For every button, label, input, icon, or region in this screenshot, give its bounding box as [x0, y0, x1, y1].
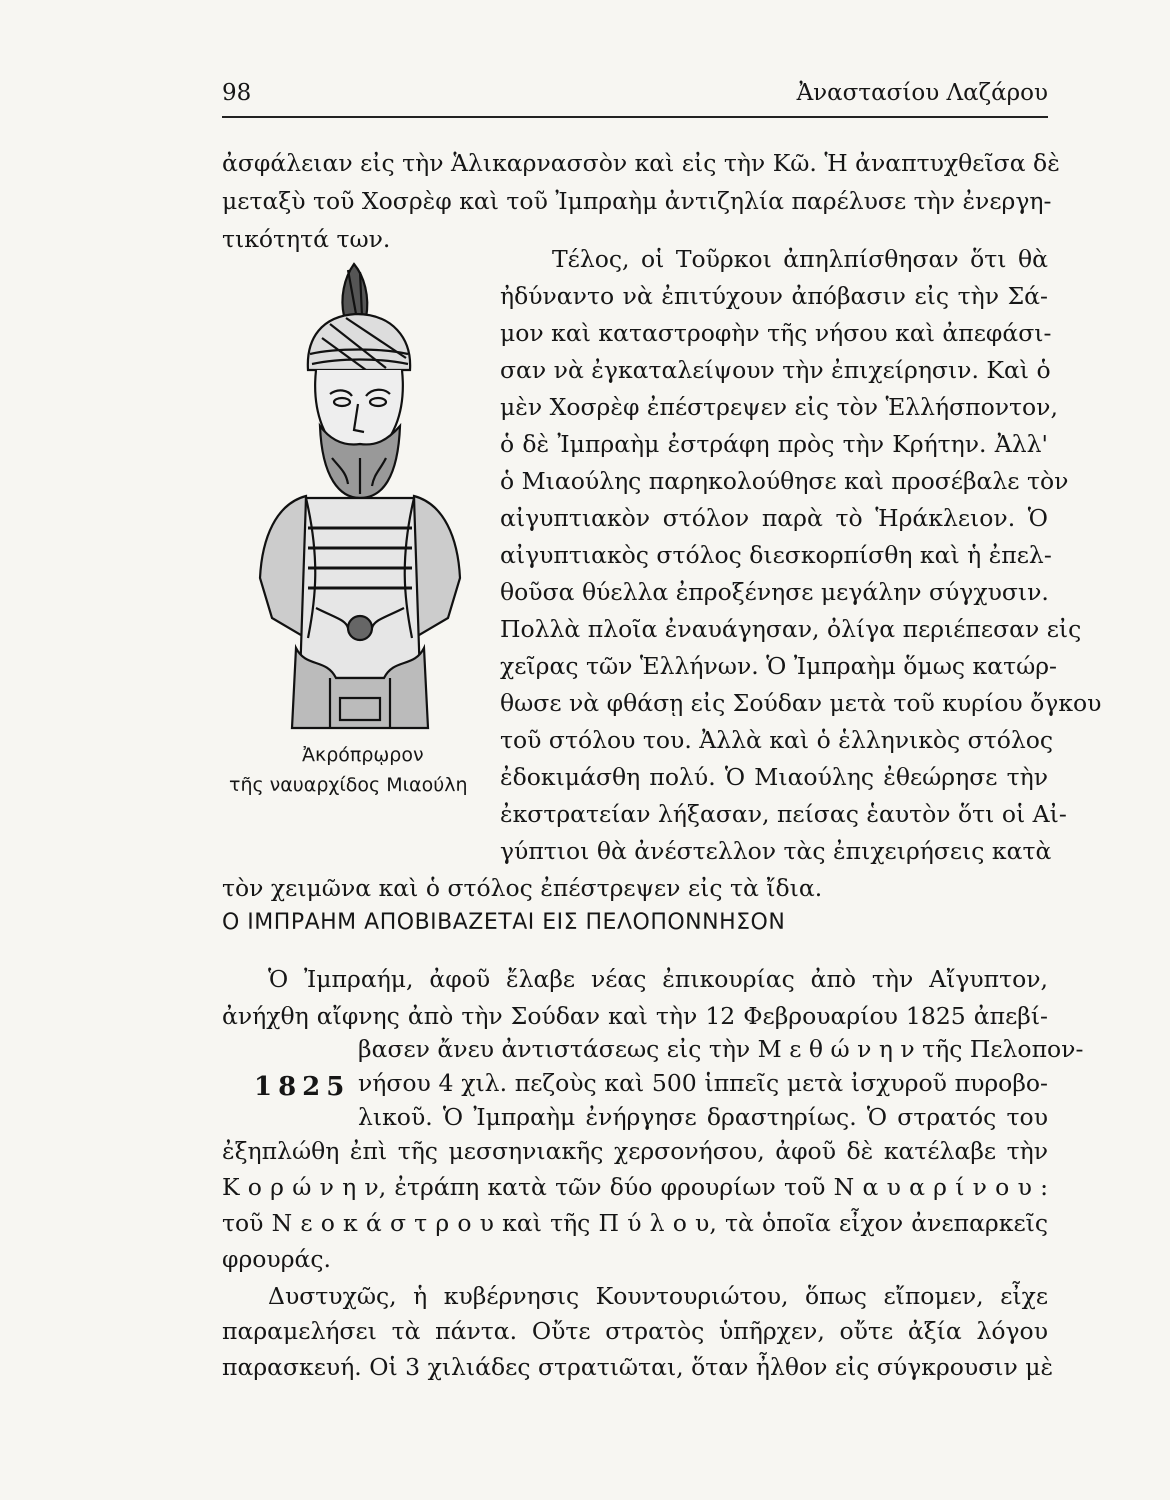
text-line: Ὁ Ἰμπραήμ, ἀφοῦ ἔλαβε νέας ἐπικουρίας ἀπὸ τὴν Αἴγυπτον, — [268, 965, 1048, 993]
text-line: βασεν ἄνευ ἀντιστάσεως εἰς τὴν Μ ε θ ώ ν η ν τῆς Πελοπον- — [358, 1035, 1084, 1063]
text-line: μον καὶ καταστροφὴν τῆς νήσου καὶ ἀπεφάσι- — [500, 319, 1052, 347]
text-line: ἀνήχθη αἴφνης ἀπὸ τὴν Σούδαν καὶ τὴν 12 Φεβρουαρίου 1825 ἀπεβί- — [222, 1002, 1048, 1030]
text-line: αἰγυπτιακὸς στόλος διεσκορπίσθη καὶ ἡ ἐπελ- — [500, 541, 1052, 569]
text-line: παραμελήσει τὰ πάντα. Οὔτε στρατὸς ὑπῆρχεν, οὔτε ἀξία λόγου — [222, 1317, 1048, 1345]
running-head: Ἀναστασίου Λαζάρου — [796, 80, 1048, 106]
text-line: γύπτιοι θὰ ἀνέστελλον τὰς ἐπιχειρήσεις κατὰ — [500, 837, 1052, 865]
text-line: ὁ Μιαούλης παρηκολούθησε καὶ προσέβαλε τὸν — [500, 467, 1069, 495]
text-line: χεῖρας τῶν Ἑλλήνων. Ὁ Ἰμπραὴμ ὅμως κατώρ- — [500, 652, 1058, 680]
text-line: ἐκστρατείαν λήξασαν, πείσας ἑαυτὸν ὅτι οἱ Αἰ- — [500, 800, 1067, 828]
figure-caption-line2: τῆς ναυαρχίδος Μιαούλη — [229, 774, 468, 796]
text-line: ὁ δὲ Ἰμπραὴμ ἐστράφη πρὸς τὴν Κρήτην. Ἀλλ' — [500, 430, 1048, 458]
text-line: λικοῦ. Ὁ Ἰμπραὴμ ἐνήργησε δραστηρίως. Ὁ στρατός του — [358, 1103, 1048, 1131]
text-line: νήσου 4 χιλ. πεζοὺς καὶ 500 ἱππεῖς μετὰ ἰσχυροῦ πυροβο- — [358, 1069, 1048, 1097]
text-line: τικότητά των. — [222, 225, 391, 253]
text-line: θωσε νὰ φθάσῃ εἰς Σούδαν μετὰ τοῦ κυρίου ὄγκου — [500, 689, 1102, 717]
text-line: τὸν χειμῶνα καὶ ὁ στόλος ἐπέστρεψεν εἰς τὰ ἴδια. — [222, 874, 823, 902]
page-number: 98 — [222, 80, 252, 106]
text-line: φρουράς. — [222, 1245, 332, 1273]
text-line: ἐδοκιμάσθη πολύ. Ὁ Μιαούλης ἐθεώρησε τὴν — [500, 763, 1048, 791]
margin-year: 1825 — [254, 1072, 351, 1102]
text-line: μὲν Χοσρὲφ ἐπέστρεψεν εἰς τὸν Ἑλλήσποντον, — [500, 393, 1058, 421]
ship-figurehead-bust-illustration — [236, 258, 486, 740]
text-line: ἀσφάλειαν εἰς τὴν Ἁλικαρνασσὸν καὶ εἰς τὴν Κῶ. Ἡ ἀναπτυχθεῖσα δὲ — [222, 149, 1060, 177]
text-line: αἰγυπτιακὸν στόλον παρὰ τὸ Ἡράκλειον. Ὁ — [500, 504, 1048, 532]
figure-caption-line1: Ἀκρόπρῳρον — [302, 744, 424, 766]
page-header — [222, 78, 1048, 114]
text-line: παρασκευή. Οἱ 3 χιλιάδες στρατιῶται, ὅταν ἦλθον εἰς σύγκρουσιν μὲ — [222, 1353, 1054, 1381]
text-line: τοῦ Ν ε ο κ ά σ τ ρ ο υ καὶ τῆς Π ύ λ ο υ, τὰ ὁποῖα εἶχον ἀνεπαρκεῖς — [222, 1209, 1048, 1237]
text-line: ἐξηπλώθη ἐπὶ τῆς μεσσηνιακῆς χερσονήσου, ἀφοῦ δὲ κατέλαβε τὴν — [222, 1137, 1048, 1165]
text-line: μεταξὺ τοῦ Χοσρὲφ καὶ τοῦ Ἰμπραὴμ ἀντιζηλία παρέλυσε τὴν ἐνεργη- — [222, 187, 1052, 215]
text-line: θοῦσα θύελλα ἐπροξένησε μεγάλην σύγχυσιν. — [500, 578, 1049, 606]
text-line: Τέλος, οἱ Τοῦρκοι ἀπηλπίσθησαν ὅτι θὰ — [552, 245, 1048, 273]
text-line: Δυστυχῶς, ἡ κυβέρνησις Κουντουριώτου, ὅπως εἴπομεν, εἶχε — [268, 1282, 1048, 1310]
text-line: σαν νὰ ἐγκαταλείψουν τὴν ἐπιχείρησιν. Καὶ ὁ — [500, 356, 1051, 384]
section-heading: Ο ΙΜΠΡΑΗΜ ΑΠΟΒΙΒΑΖΕΤΑΙ ΕΙΣ ΠΕΛΟΠΟΝΝΗΣΟΝ — [222, 910, 786, 935]
text-line: Πολλὰ πλοῖα ἐναυάγησαν, ὀλίγα περιέπεσαν εἰς — [500, 615, 1082, 643]
text-line: ἠδύναντο νὰ ἐπιτύχουν ἀπόβασιν εἰς τὴν Σά- — [500, 282, 1048, 310]
header-rule — [222, 116, 1048, 118]
text-line: Κ ο ρ ώ ν η ν, ἐτράπη κατὰ τῶν δύο φρουρίων τοῦ Ν α υ α ρ ί ν ο υ : — [222, 1173, 1048, 1201]
text-line: τοῦ στόλου του. Ἀλλὰ καὶ ὁ ἑλληνικὸς στόλος — [500, 726, 1054, 754]
